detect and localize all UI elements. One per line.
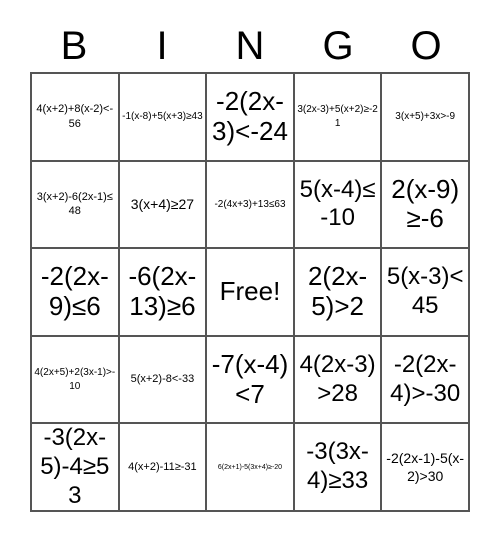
cell-text: 5(x-4)≤-10 (299, 175, 376, 232)
cell-text: 6(2x+1)-5(3x+4)≥-20 (217, 463, 283, 471)
cell-text: -3(2x-5)-4≥53 (40, 424, 110, 509)
bingo-cell-r1-c1[interactable] (119, 161, 207, 249)
bingo-cell-r4-c0[interactable] (31, 423, 119, 511)
cell-text: -2(2x-1)-5(x-2)>30 (386, 450, 465, 485)
bingo-cell-free[interactable] (206, 248, 294, 336)
bingo-cell-r1-c4[interactable] (381, 161, 469, 249)
bingo-cell-r1-c3[interactable] (294, 161, 382, 249)
cell-text: -2(4x+3)+13≤63 (214, 198, 286, 210)
header-letter-o: O (410, 24, 442, 68)
bingo-cell-r3-c0[interactable] (31, 336, 119, 424)
cell-text: 4(x+2)-11≥-31 (128, 460, 197, 473)
bingo-cell-r3-c2[interactable] (206, 336, 294, 424)
cell-text: -3(3x-4)≥33 (306, 438, 369, 495)
cell-text: -1(x-8)+5(x+3)≥43 (122, 111, 203, 123)
cell-text: 4(2x-3)>28 (299, 350, 376, 407)
bingo-cell-r2-c0[interactable] (31, 248, 119, 336)
cell-text: 5(x-3)<45 (386, 263, 464, 319)
cell-text: 2(2x-5)>2 (307, 261, 368, 321)
bingo-cell-r2-c1[interactable] (119, 248, 207, 336)
bingo-cell-r3-c3[interactable] (294, 336, 382, 424)
bingo-cell-r4-c4[interactable] (381, 423, 469, 511)
bingo-cell-r3-c1[interactable] (119, 336, 207, 424)
cell-text: 3(x+4)≥27 (130, 196, 195, 213)
bingo-cell-r4-c3[interactable] (294, 423, 382, 511)
cell-text: -6(2x-13)≥6 (128, 261, 197, 321)
cell-text: 3(x+2)-6(2x-1)≤48 (36, 190, 113, 218)
header-letter-n: N (235, 24, 265, 68)
bingo-cell-r4-c1[interactable] (119, 423, 207, 511)
cell-text: -2(2x-9)≤6 (40, 261, 109, 321)
bingo-cell-r0-c4[interactable] (381, 73, 469, 161)
cell-text: -2(2x-4)>-30 (390, 350, 461, 407)
bingo-cell-r0-c1[interactable] (119, 73, 207, 161)
cell-text: 5(x+2)-8<-33 (130, 373, 195, 386)
bingo-cell-r0-c2[interactable] (206, 73, 294, 161)
cell-text: 2(x-9)≥-6 (391, 173, 460, 234)
free-space-label: Free! (219, 276, 281, 307)
bingo-cell-r1-c0[interactable] (31, 161, 119, 249)
bingo-header (30, 20, 470, 72)
cell-text: 3(2x-3)+5(x+2)≥-21 (297, 104, 378, 129)
bingo-cell-r3-c4[interactable] (381, 336, 469, 424)
cell-text: -7(x-4)<7 (211, 348, 289, 409)
cell-text: 3(x+5)+3x>-9 (395, 111, 456, 123)
bingo-cell-r4-c2[interactable] (206, 423, 294, 511)
bingo-cell-r0-c3[interactable] (294, 73, 382, 161)
bingo-board (30, 72, 470, 512)
header-letter-b: B (60, 24, 88, 68)
bingo-cell-r2-c4[interactable] (381, 248, 469, 336)
header-letter-i: I (156, 24, 168, 68)
bingo-cell-r2-c3[interactable] (294, 248, 382, 336)
bingo-cell-r1-c2[interactable] (206, 161, 294, 249)
header-letter-g: G (322, 24, 354, 68)
cell-text: 4(2x+5)+2(3x-1)>-10 (34, 367, 116, 392)
cell-text: -2(2x-3)<-24 (212, 85, 288, 146)
cell-text: 4(x+2)+8(x-2)<-56 (36, 102, 114, 130)
bingo-cell-r0-c0[interactable] (31, 73, 119, 161)
